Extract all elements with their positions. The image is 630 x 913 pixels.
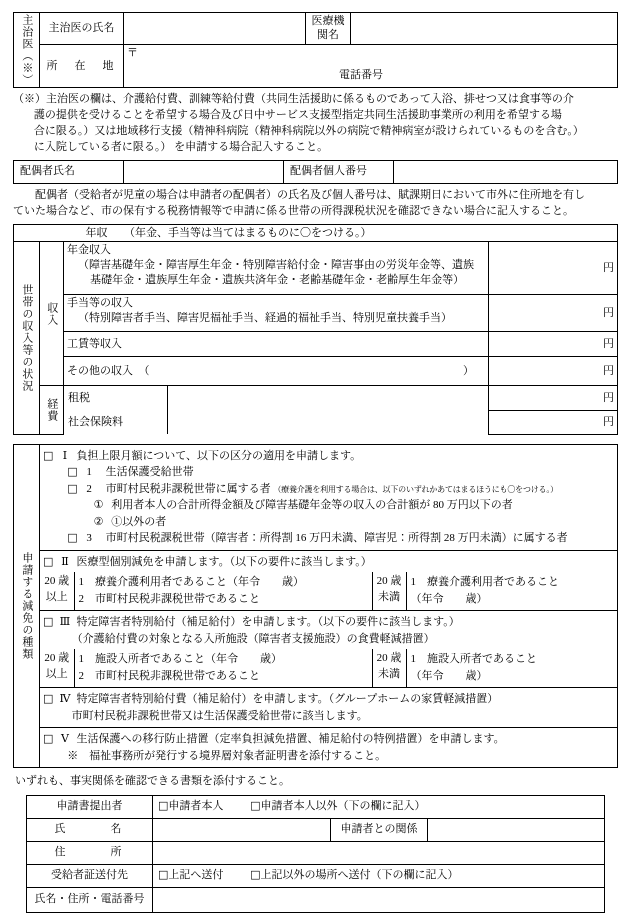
table-row xyxy=(14,357,618,386)
application-item-3-numeral: Ⅲ xyxy=(59,616,71,629)
age-under20-items-2 xyxy=(406,572,618,610)
submitter-name-label: 氏 名 xyxy=(27,818,153,841)
currency-unit: 円 xyxy=(603,262,614,275)
age-under20-label-2 xyxy=(372,572,406,610)
age-over20-label-2-line2: 以上 xyxy=(45,591,68,604)
income-section-table xyxy=(13,224,618,435)
age-over20-label-2 xyxy=(40,572,74,610)
application-item-1-sub-1-num: 1 xyxy=(86,466,92,479)
application-item-4-heading-row xyxy=(43,693,498,705)
age-over20-label-2-line1: 20 歳 xyxy=(44,575,70,588)
table-row xyxy=(14,386,618,411)
submitter-relationship-label: 申請者との関係 xyxy=(331,818,428,841)
application-item-1-sub-3-text: 市町村民税課税世帯（障害者：所得割 16 万円未満、障害児：所得割 28 万円未満）に属する者 xyxy=(105,532,568,545)
checkbox-item-2[interactable]: □ xyxy=(43,554,54,568)
spouse-section-table xyxy=(13,160,618,184)
income-row-pension-label xyxy=(64,242,489,295)
doctor-section-table xyxy=(13,12,618,88)
currency-unit: 円 xyxy=(603,391,614,404)
age-under20-item-3-2: （年令 歳） xyxy=(410,670,488,683)
application-item-1-sub-3-num: 3 xyxy=(86,532,92,545)
doctor-note xyxy=(13,92,617,156)
age-over20-label-3 xyxy=(40,649,74,687)
spouse-note-line-1: 配偶者（受給者が児童の場合は申請者の配偶者）の氏名及び個人番号は、賦課期日において市外に住所地を有し xyxy=(35,188,585,201)
spouse-name-input[interactable] xyxy=(124,160,284,183)
doctor-side-label: 主治医（※） xyxy=(14,13,40,88)
expense-row-insurance-value[interactable] xyxy=(489,410,618,434)
certificate-option-above[interactable]: □上記へ送付 xyxy=(158,868,224,882)
age-under20-item-2-1: 1 療養介護利用者であること xyxy=(410,576,559,589)
application-item-3-heading-row xyxy=(43,616,460,628)
medical-institution-label: 医療機関名 xyxy=(306,13,351,45)
age-over20-items-2 xyxy=(74,572,372,610)
table-row xyxy=(27,818,605,841)
submitter-section-table xyxy=(26,795,605,913)
age-under20-label-3 xyxy=(372,649,406,687)
application-item-1-heading-row xyxy=(43,450,361,462)
application-item-1-sub-2-num: 2 xyxy=(86,482,92,495)
checkbox-item-5[interactable]: □ xyxy=(43,732,54,746)
application-item-2-age-table-cell xyxy=(40,572,618,610)
table-row xyxy=(14,45,618,88)
income-row-pension-detail-2: 基礎年金・遺族厚生年金・遺族共済年金・老齢基礎年金・老齢厚生年金等） xyxy=(90,274,465,287)
age-over20-item-3-1: 1 施設入所者であること（年令 歳） xyxy=(78,653,282,666)
application-item-1-sub-2-note: （療養介護を利用する場合は、以下のいずれかあてはまるほうにも〇をつける。） xyxy=(273,484,558,494)
spouse-note xyxy=(13,188,617,220)
application-item-5-heading: 生活保護への移行防止措置（定率負担減免措置、補足給付の特例措置）を申請します。 xyxy=(76,733,505,746)
income-row-pension-title: 年金収入 xyxy=(67,244,111,257)
certificate-option-other[interactable]: □上記以外の場所へ送付（下の欄に記入） xyxy=(250,868,459,882)
application-side-label: 申請する減免の種類 xyxy=(14,444,40,767)
income-row-other-close-paren: ） xyxy=(463,365,474,378)
age-over20-item-2-1: 1 療養介護利用者であること（年令 歳） xyxy=(78,576,304,589)
application-item-4-subheading: 市町村民税非課税世帯又は生活保護受給世帯に該当します。 xyxy=(71,709,368,722)
certificate-destination-label: 受給者証送付先 xyxy=(27,864,153,887)
table-row xyxy=(14,611,618,650)
expense-row-tax-input[interactable] xyxy=(168,386,489,410)
income-row-wage-label: 工賃等収入 xyxy=(64,332,489,357)
expense-row-tax-label: 租税 xyxy=(64,386,168,410)
age-under20-label-3-line1: 20 歳 xyxy=(376,652,402,665)
submitter-relationship-input[interactable] xyxy=(428,818,605,841)
income-row-wage-value[interactable] xyxy=(489,332,618,357)
age-split-table-2 xyxy=(40,572,618,610)
age-over20-label-3-line1: 20 歳 xyxy=(44,652,70,665)
table-row xyxy=(14,444,618,550)
income-row-allowance-label xyxy=(64,295,489,332)
table-row xyxy=(27,841,605,864)
spouse-note-line-2: ていた場合など、市の保有する税務情報等で申請に係る世帯の所得課税状況を確認できない場合に記入すること。 xyxy=(13,204,574,217)
income-side-label: 世帯の収入等の状況 xyxy=(14,242,40,435)
table-row xyxy=(27,795,605,818)
form-page xyxy=(13,0,617,913)
age-over20-label-3-line2: 以上 xyxy=(45,668,68,681)
income-header-label: 年収 （年金、手当等は当てはまるものに〇をつける。） xyxy=(64,224,618,242)
application-item-4-numeral: Ⅳ xyxy=(59,693,71,706)
application-item-4-heading: 特定障害者特別給付費（補足給付）を申請します。（グループホームの家賃軽減措置） xyxy=(76,693,499,706)
table-row xyxy=(14,13,618,45)
income-row-pension-value[interactable] xyxy=(489,242,618,295)
income-row-allowance-detail-1: （特別障害者手当、障害児福祉手当、経過的福祉手当、特別児童扶養手当） xyxy=(78,312,452,325)
table-row xyxy=(14,295,618,332)
age-under20-items-3 xyxy=(406,649,618,687)
application-item-1 xyxy=(40,444,618,550)
application-item-2-heading-row xyxy=(43,556,372,568)
application-item-1-circled-1-text: 利用者本人の合計所得金額及び障害基礎年金等の収入の合計額が 80 万円以下の者 xyxy=(111,499,513,512)
expense-group-label: 経費 xyxy=(40,386,64,435)
submitter-option-other[interactable]: □申請者本人以外（下の欄に記入） xyxy=(250,799,426,813)
currency-unit: 円 xyxy=(603,416,614,429)
application-item-2-numeral: Ⅱ xyxy=(61,555,69,568)
application-item-1-sub-1 xyxy=(43,464,614,481)
application-item-1-circled-1 xyxy=(43,497,614,514)
destination-details-label: 氏名・住所・電話番号 xyxy=(27,887,153,912)
age-under20-item-2-2: （年令 歳） xyxy=(410,593,488,606)
application-item-1-numeral: Ⅰ xyxy=(62,449,68,462)
doctor-address-cell[interactable] xyxy=(124,45,618,88)
checkbox-item-4[interactable]: □ xyxy=(43,692,54,706)
application-section-table xyxy=(13,444,618,768)
submitter-options xyxy=(153,795,605,818)
doctor-note-line-2: 護の提供を受けることを希望する場合及び日中サービス支援型指定共同生活援助事業所の利用を希望する場 xyxy=(33,108,562,121)
table-row xyxy=(14,688,618,728)
age-under20-label-2-line1: 20 歳 xyxy=(376,575,402,588)
table-row xyxy=(14,224,618,242)
table-row xyxy=(27,887,605,912)
certificate-destination-options xyxy=(153,864,605,887)
application-item-1-sub-2 xyxy=(43,481,614,498)
table-row xyxy=(14,572,618,610)
income-row-allowance-title: 手当等の収入 xyxy=(67,297,133,310)
table-row xyxy=(27,864,605,887)
checkbox-item-1[interactable]: □ xyxy=(43,448,54,462)
currency-unit: 円 xyxy=(603,338,614,351)
table-row xyxy=(14,649,618,687)
application-item-2 xyxy=(40,550,618,572)
application-item-3 xyxy=(40,611,618,650)
table-row xyxy=(14,728,618,768)
table-row xyxy=(14,550,618,572)
postal-mark-icon: 〒 xyxy=(127,47,138,59)
income-group-label: 収入 xyxy=(40,242,64,386)
application-item-1-heading: 負担上限月額について、以下の区分の適用を申請します。 xyxy=(76,449,362,462)
table-row xyxy=(14,242,618,295)
phone-number-label: 電話番号 xyxy=(339,69,383,82)
checkbox-item-1-3[interactable]: □ xyxy=(67,531,78,545)
checkbox-item-1-2[interactable]: □ xyxy=(67,481,78,495)
expense-row-insurance-input[interactable] xyxy=(168,410,489,434)
age-over20-item-3-2: 2 市町村民税非課税世帯であること xyxy=(78,670,260,683)
application-item-5-numeral: Ⅴ xyxy=(60,733,69,746)
doctor-note-line-4: に入院している者に限る。） を申請する場合記入すること。 xyxy=(33,140,329,153)
submitter-address-label: 住 所 xyxy=(27,841,153,864)
age-split-table-3 xyxy=(40,649,618,687)
doctor-name-label: 主治医の氏名 xyxy=(40,13,124,45)
application-item-5-subheading: ※ 福祉事務所が発行する境界層対象者証明書を添付すること。 xyxy=(67,749,387,762)
age-under20-label-3-line2: 未満 xyxy=(378,668,400,681)
age-under20-item-3-1: 1 施設入所者であること xyxy=(410,653,537,666)
application-item-1-sub-2-text: 市町村民税非課税世帯に属する者 xyxy=(105,482,271,495)
income-row-other-label xyxy=(64,357,489,386)
application-item-5-heading-row xyxy=(43,733,505,745)
submitter-name-input[interactable] xyxy=(153,818,331,841)
doctor-note-line-3: 合に限る。）又は地域移行支援（精神科病院（精神科病院以外の病院で精神病室が設けられているものを含む。） xyxy=(33,124,584,137)
doctor-name-input[interactable] xyxy=(124,13,306,45)
application-item-1-circled-2-mark[interactable]: ② xyxy=(93,515,104,528)
age-over20-item-2-2: 2 市町村民税非課税世帯であること xyxy=(78,593,260,606)
table-row xyxy=(14,160,618,183)
application-item-1-circled-2-text: ①以外の者 xyxy=(111,515,167,528)
spouse-name-label: 配偶者氏名 xyxy=(14,160,124,183)
medical-institution-input[interactable] xyxy=(351,13,618,45)
spouse-mynumber-input[interactable] xyxy=(394,160,618,183)
currency-unit: 円 xyxy=(603,307,614,320)
income-row-other-value[interactable] xyxy=(489,357,618,386)
doctor-note-line-1: （※）主治医の欄は、介護給付費、訓練等給付費（共同生活援助に係るものであって入浴、排せつ又は食事等の介 xyxy=(13,93,574,105)
table-row xyxy=(14,332,618,357)
application-item-3-age-table-cell xyxy=(40,649,618,687)
age-over20-items-3 xyxy=(74,649,372,687)
application-item-1-sub-3 xyxy=(43,530,614,547)
submitter-address-input[interactable] xyxy=(153,841,605,864)
application-item-5 xyxy=(40,728,618,768)
spouse-mynumber-label: 配偶者個人番号 xyxy=(284,160,394,183)
doctor-address-label: 所 在 地 xyxy=(40,45,124,88)
application-item-3-heading: 特定障害者特別給付（補足給付）を申請します。（以下の要件に該当します。） xyxy=(76,616,460,629)
income-row-allowance-value[interactable] xyxy=(489,295,618,332)
currency-unit: 円 xyxy=(603,365,614,378)
submitter-option-self[interactable]: □申請者本人 xyxy=(158,799,224,813)
income-row-pension-detail-1: （障害基礎年金・障害厚生年金・特別障害給付金・障害事由の労災年金等、遺族 xyxy=(78,259,474,272)
expense-row-insurance-label: 社会保険料 xyxy=(64,410,168,434)
destination-details-input[interactable] xyxy=(153,887,605,912)
attachment-note: いずれも、事実関係を確認できる書類を添付すること。 xyxy=(15,775,290,788)
application-item-2-heading: 医療型個別減免を申請します。（以下の要件に該当します。） xyxy=(76,555,372,568)
checkbox-item-3[interactable]: □ xyxy=(43,615,54,629)
application-item-3-subheading: （介護給付費の対象となる入所施設（障害者支援施設）の食費軽減措置） xyxy=(71,632,435,645)
application-item-1-circled-1-mark[interactable]: ① xyxy=(93,499,104,512)
expense-row-tax-value[interactable] xyxy=(489,386,618,411)
table-row xyxy=(14,410,618,434)
application-item-4 xyxy=(40,688,618,728)
application-item-1-sub-1-text: 生活保護受給世帯 xyxy=(105,466,194,479)
application-item-1-circled-2 xyxy=(43,514,614,531)
submitter-label: 申請書提出者 xyxy=(27,795,153,818)
age-under20-label-2-line2: 未満 xyxy=(378,591,400,604)
income-row-other-title: その他の収入 （ xyxy=(67,365,150,378)
checkbox-item-1-1[interactable]: □ xyxy=(67,465,78,479)
